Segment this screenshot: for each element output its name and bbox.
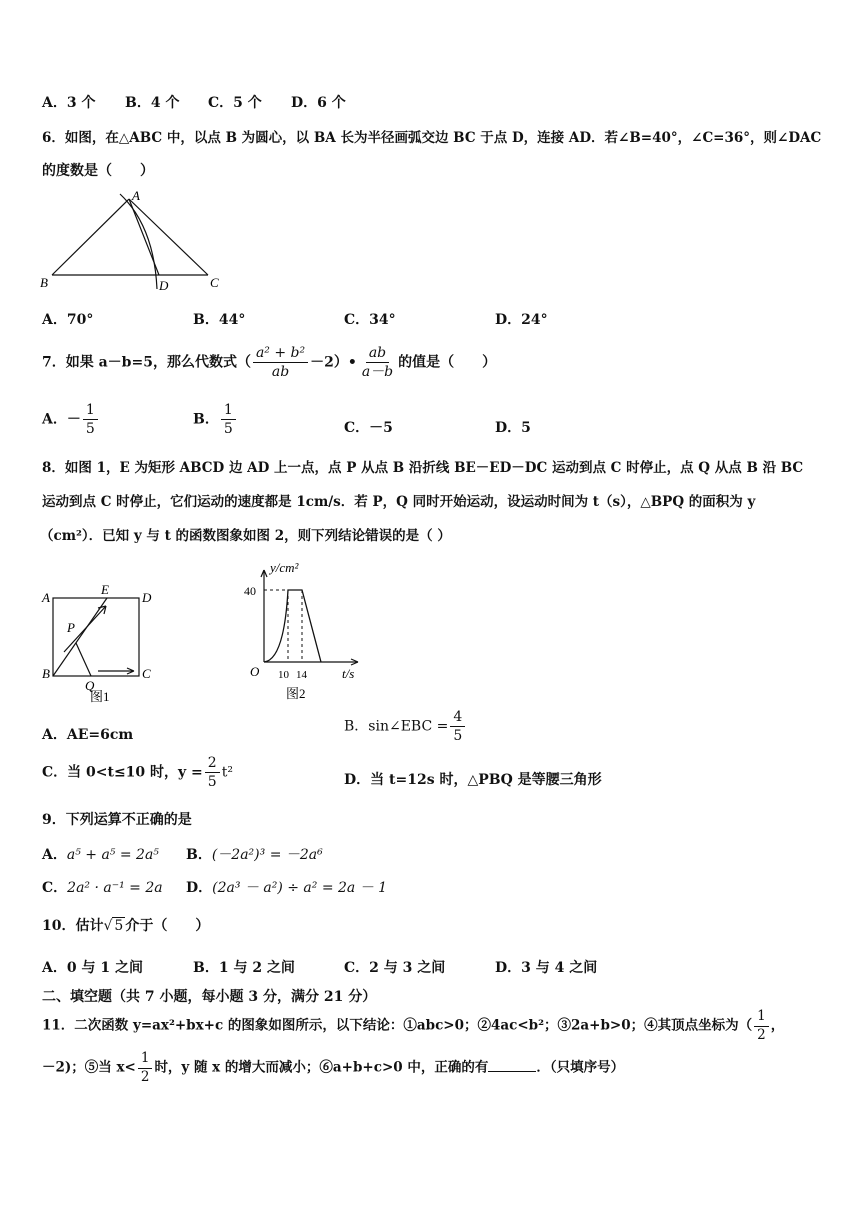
fig2-caption: 图2 xyxy=(286,686,306,701)
fig1-label-c: C xyxy=(142,666,151,681)
q9-option-b: B．(－2a²)³ = －2a⁶ xyxy=(186,847,323,863)
q7-option-d: D．5 xyxy=(495,420,531,436)
graph-x-label: t/s xyxy=(342,666,355,681)
q9-option-c: C．2a² · a⁻¹ = 2a xyxy=(42,880,163,896)
segment-pq xyxy=(76,643,91,676)
q8-option-b: B．sin∠EBC = $\frac{4}{5}$ xyxy=(344,710,467,743)
q6-triangle-figure xyxy=(36,186,226,296)
q7-option-b: B． $\frac{1}{5}$ xyxy=(193,403,238,436)
fig6-label-b: B xyxy=(40,275,48,290)
segment-ac xyxy=(129,199,208,275)
fig1-label-q: Q xyxy=(85,678,95,693)
q5-option-d: D．6 个 xyxy=(291,95,346,111)
q6-option-d: D．24° xyxy=(495,312,548,328)
fig6-label-c: C xyxy=(210,275,219,290)
fig1-label-b: B xyxy=(42,666,50,681)
q8-text-line2: 运动到点 C 时停止，它们运动的速度都是 1cm/s．若 P，Q 同时开始运动，设运动时间为 t（s），△BPQ 的面积为 y xyxy=(42,494,756,510)
q10-option-d: D．3 与 4 之间 xyxy=(495,960,598,976)
q6-text-line1: 6．如图，在△ABC 中，以点 B 为圆心，以 BA 长为半径画弧交边 BC 于点 D，连接 AD．若∠B=40°，∠C=36°，则∠DAC xyxy=(42,130,822,146)
fig1-label-a: A xyxy=(42,590,50,605)
q9-option-a: A．a⁵ + a⁵ = 2a⁵ xyxy=(42,847,159,863)
fig6-label-a: A xyxy=(132,188,140,203)
q8-option-a: A．AE=6cm xyxy=(42,727,134,743)
q8-option-c: C．当 0<t≤10 时，y = $\frac{2}{5}$ t² xyxy=(42,755,233,790)
q5-option-a: A．3 个 xyxy=(42,95,96,111)
graph-tick-14: 14 xyxy=(296,669,307,681)
fig6-label-d: D xyxy=(159,278,169,293)
q7-option-a: A．－ $\frac{1}{5}$ xyxy=(42,403,100,436)
q11-text-line1: 11．二次函数 y=ax²+bx+c 的图象如图所示，以下结论：①abc>0；②4ac<b²；③2a+b>0；④其顶点坐标为（ $\frac{1}{2}$ ， xyxy=(42,1008,785,1043)
fig1-label-p: P xyxy=(67,620,75,635)
q10-stem: 10．估计√ 5 介于（ ） xyxy=(42,918,210,934)
graph-y-label: y/cm² xyxy=(270,560,299,575)
q8-figure-1-rectangle xyxy=(36,580,166,705)
q7-fraction-2: $\frac{ab}{a-b}$ xyxy=(361,345,394,380)
q5-option-b: B．4 个 xyxy=(125,95,180,111)
fig1-caption: 图1 xyxy=(90,689,110,704)
q6-text-line2: 的度数是（ ） xyxy=(42,163,154,179)
fig1-label-e: E xyxy=(101,582,109,597)
arrow-along-bc xyxy=(98,668,134,674)
rectangle-abcd xyxy=(53,598,139,676)
fig1-label-d: D xyxy=(142,590,152,605)
q11-text-line2: －2)；⑤当 x< $\frac{1}{2}$ 时，y 随 x 的增大而减小；⑥a+b+c>0 中，正确的有 ．（只填序号） xyxy=(42,1050,625,1085)
function-curve xyxy=(264,590,321,662)
section-2-heading: 二、填空题（共 7 小题，每小题 3 分，满分 21 分） xyxy=(42,989,377,1005)
q9-title: 9．下列运算不正确的是 xyxy=(42,812,192,828)
q8-option-d: D．当 t=12s 时，△PBQ 是等腰三角形 xyxy=(344,772,602,788)
q5-option-c: C．5 个 xyxy=(208,95,262,111)
answer-blank[interactable] xyxy=(488,1071,536,1072)
graph-tick-10: 10 xyxy=(278,669,289,681)
q9-option-d: D．(2a³ － a²) ÷ a² = 2a － 1 xyxy=(186,880,388,896)
q7-stem: 7．如果 a－b=5，那么代数式（ $\frac{\text{a² + b²}}{ab}$ －2）• $\frac{ab}{a-b}$ 的值是（ ） xyxy=(42,345,497,380)
q8-text-line3: （cm²）．已知 y 与 t 的函数图象如图 2，则下列结论错误的是（ ） xyxy=(40,528,451,544)
graph-origin: O xyxy=(250,664,260,679)
q6-option-c: C．34° xyxy=(344,312,396,328)
q10-option-c: C．2 与 3 之间 xyxy=(344,960,446,976)
q8-text-line1: 8．如图 1，E 为矩形 ABCD 边 AD 上一点，点 P 从点 B 沿折线 BE－ED－DC 运动到点 C 时停止，点 Q 从点 B 沿 BC xyxy=(42,460,804,476)
q7-fraction-1: $\frac{\text{a² + b²}}{ab}$ xyxy=(253,346,308,379)
q8-figure-2-graph xyxy=(240,550,370,705)
q6-option-b: B．44° xyxy=(193,312,246,328)
q10-option-a: A．0 与 1 之间 xyxy=(42,960,143,976)
graph-tick-40: 40 xyxy=(244,584,256,598)
q10-option-b: B．1 与 2 之间 xyxy=(193,960,295,976)
q6-option-a: A．70° xyxy=(42,312,94,328)
segment-be xyxy=(53,598,107,676)
q7-option-c: C．－5 xyxy=(344,420,393,436)
segment-ba xyxy=(52,199,129,275)
